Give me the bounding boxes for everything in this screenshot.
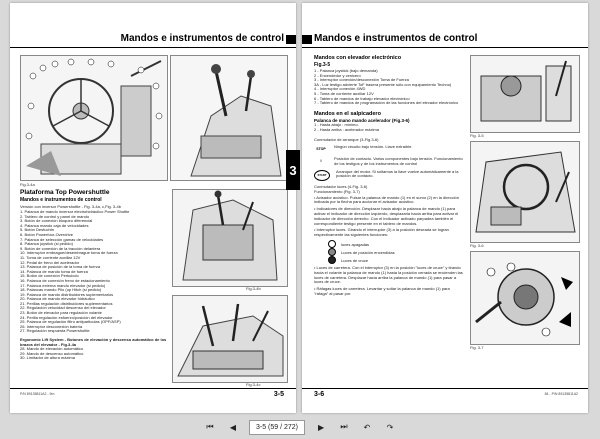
lights-subtitle: Funcionamiento (Fig. 3-7) [314,188,360,194]
ergo-list [20,347,168,361]
previous-page-button[interactable]: ◀ [229,422,237,432]
list-item: 19. Palanca de mando distribuidores suplementarios [20,291,114,297]
viewer-toolbar [0,415,600,439]
list-item: • Interruptor luces. Girando el interruptor (3) a la posición deseada se logran respectivamente las siguientes funciones: [314,227,449,238]
right-text-column [314,55,464,299]
footer-ref: 84 - P/N 89135811A2 [544,392,578,396]
list-item: 29. Mando de descenso automático [20,350,84,356]
lamp-row [328,240,464,248]
lamp-legend [314,240,464,264]
forward-button[interactable]: ↷ [386,422,394,432]
first-page-button[interactable]: ⏮ [206,422,214,431]
figure-light-switch [470,251,580,345]
list-item: • Luces de carretera. Con el interruptor (3) en la posición "luces de cruce" y tirando hacia el volante la palanca de mando (1) hasta la posición cerrada se encienden las luces de carretera. Desplazar hacia arriba la palanca de mando (1) para pasar a luces de cruce. [314,265,463,285]
chapter-tab: 3 [286,150,300,190]
figure-electronic-lift [470,55,580,133]
lamp-label: Luces de cruce [341,257,369,263]
list-item: • Ráfagas luces de carretera. Levantar y soltar la palanca de mando (1) para "ráfaga" al pasar por. [314,286,450,296]
list-item: 14. Palanca de mando toma de fuerza [20,268,88,274]
list-item: 3A - Luz testigo advierte ToF trasera presente sólo con equipamiento Techno) [314,81,452,87]
list-item: 1. Palanca de mando inversor electrohidráulico Power Shuttle [20,209,130,214]
starter-desc: Arranque del motor. Si soltamos la llave vuelve automáticamente a la posición de contacto. [336,168,459,179]
list-item: 2 - Encendedor y cenicero [314,72,361,78]
figure-cabin-overview [20,55,168,181]
controls-list [20,210,168,334]
list-item: 6 - Tablero de mandos de trabajo elevador electrónico [314,95,410,101]
lamp-row [328,248,464,256]
start-icon: START [314,170,330,181]
ergo-title: Ergonomic Lift System - Botones de elevación y descenso automático de los brazos del elevador - Fig.3-4a [20,337,167,348]
starter-desc: Posición de contacto. Varios componentes bajo tensión. Funcionamiento de los testigos y de los instrumentos de control [334,156,463,167]
list-item: 26. Interruptor desconexión batería [20,323,83,329]
last-page-button[interactable]: ⏭ [340,422,348,431]
figure-dashboard [470,141,580,243]
starter-row [314,145,464,154]
stop-icon: STOP [316,147,326,152]
figure-caption: Fig.3-4b [246,286,261,291]
section-title: Mandos con elevador electrónico [314,55,402,61]
footer-ref: P/N 89135811A2 - 9m [20,392,55,396]
figure-lever-detail [170,55,288,181]
list-item: 20. Palanca de mando elevador hidráulico [20,296,95,302]
section-figure-ref: Fig.3-5 [314,62,331,68]
lamp-label: Luces de posición encendidas [341,249,395,255]
figure-caption: Fig. 3-5 [470,133,484,138]
list-item: 5 - Toma de corriente auxiliar 12V [314,90,374,96]
list-item: 27. Regulación respuesta Powershuttle [20,328,90,334]
list-item: 9. Botón de conexión de la tracción delantera [20,245,101,251]
list-item: 7. Palanca de selección gamas de velocidades [20,236,104,242]
lights-title: Conmutador luces (4-Fig. 3-6) [314,183,368,189]
list-item: 16. Palanca de conexión freno de estacionamiento [20,277,110,283]
figure-caption: Fig.3-4a [20,182,35,187]
list-item: 3 - Interruptor conexión/desconexión Toma de Fuerza [314,77,409,83]
left-page [10,3,296,413]
header-marker [302,35,312,44]
lights-list-2 [314,266,464,297]
list-item: 17. Palanca externa mando elevador (si pedido) [20,282,106,288]
list-item: 11. Toma de corriente auxiliar 12V [20,254,81,260]
next-page-button[interactable]: ▶ [317,422,325,432]
back-button[interactable]: ↶ [363,422,371,432]
page-header [302,33,588,48]
list-item: 3. Botón de conexión bloqueo diferencial [20,218,93,224]
list-item: 1 - Hasta abajo : mínimo. [314,122,359,128]
intro-text: Versión con inversor Powershuttle - Fig. 3-4a, c,Fig. 3-4b [20,204,121,209]
list-item: 24. Perilla regulación esfuerzo/posición del elevador [20,314,113,320]
list-item: 18. Palancas mando Pilo (op Hitch (si pedido) [20,287,102,293]
lamp-label: luces apagadas [341,241,370,247]
section-title: Mandos en el salpicadero [314,110,381,117]
list-item: 2 - Hasta arriba : acelerador máxima [314,126,379,132]
starter-row [314,170,464,181]
list-item: 30. Limitador de altura máxima [20,355,75,361]
list-item: 10. Interruptor embrague/desembrague toma de fuerza [20,250,118,256]
list-item: 21. Perillas regulación distribuidores suplementarios [20,300,113,306]
list-item: • Avisador acústico. Pulsar la palanca de mando (1) en el sumo (2) en la dirección indicada por la flecha para accionar el avisador acústico. [314,194,459,205]
figure-caption: Fig. 3-7 [470,345,484,350]
page-header-title: Mandos e instrumentos de control [120,33,284,44]
page-indicator[interactable]: 3-5 (59 / 272) [249,420,305,435]
figure-caption: Fig.3-4c [246,382,261,387]
page-header-title: Mandos e instrumentos de control [314,33,478,44]
list-item: 15. Botón de conexión Perkuicdo [20,273,79,279]
page-number: 3-5 [273,391,284,398]
list-item: 8. Palanca joystick (si pedido) [20,241,73,247]
lights-off-icon [328,240,336,248]
figure-caption: Fig. 3-6 [470,243,484,248]
list-item: 22. Regulación velocidad descenso del elevador [20,305,106,311]
position-lights-icon [328,248,336,256]
list-item: 13. Palanca de posición de la toma de fuerza [20,264,101,270]
lights-list [314,196,464,238]
starter-desc: Ningún circuito bajo tensión. Llave extraíble. [334,144,413,150]
contact-icon: I [320,159,322,164]
left-text-column [20,189,168,361]
list-item: 5. Botón Desfuchtn [20,227,55,233]
starter-table [314,145,464,180]
list-item: • Indicadores de dirección. Desplazar hacia abajo la palanca de mando (1) para activar el indicador de dirección izquierdo, desplazarla hacia arriba para activar el indicador de dirección derecho. Con el indicador activado parpadea también el correspondiente testigo presente en el tablero de mandos. [314,206,459,226]
lamp-row [328,256,464,264]
starter-title: Conmutador de arranque (3-Fig.3-6) [314,137,379,143]
throttle-list [314,123,464,132]
figure-side-panel [172,189,288,287]
cabin-illustration [21,56,167,180]
section-title: Plataforma Top Powershuttle [20,189,110,196]
header-marker [286,35,296,44]
page-number: 3-6 [314,391,325,398]
low-beam-icon [328,256,336,264]
page-header [10,33,296,48]
list-item: 28. Mando de elevación automático [20,346,84,352]
list-item: 23. Botón de elevador para regulación volante [20,310,102,316]
list-item: 7 - Tablero de mandos de programación de las funciones del elevador electrónico [314,100,459,106]
starter-row [314,157,464,166]
list-item: 25. Palanca de regulación filtro antiparticulas (OPF/ASP) [20,319,121,325]
list-item: 12. Pedal de freno del acelerador [20,259,80,265]
page-footer [10,388,296,399]
list-item: 6. Botón Powerfour-Overdrive [20,231,73,237]
page-footer [302,388,588,399]
list-item: 2. Tablero de control y panel de mando [20,213,90,219]
electronic-lift-list [314,69,464,106]
figure-floor-levers [172,295,288,383]
section-subtitle: Palanca de mano mando acelerador (Fig.3-6) [314,117,410,123]
list-item: 4. Palanca mando caja de velocidades [20,222,89,228]
right-page [302,3,588,413]
list-item: 1 - Palanca joystick (bajo demanda) [314,68,378,73]
list-item: 4 - Interruptor conexión 4WD [314,86,366,92]
section-subtitle: Mandos e instrumentos de control [20,197,102,203]
